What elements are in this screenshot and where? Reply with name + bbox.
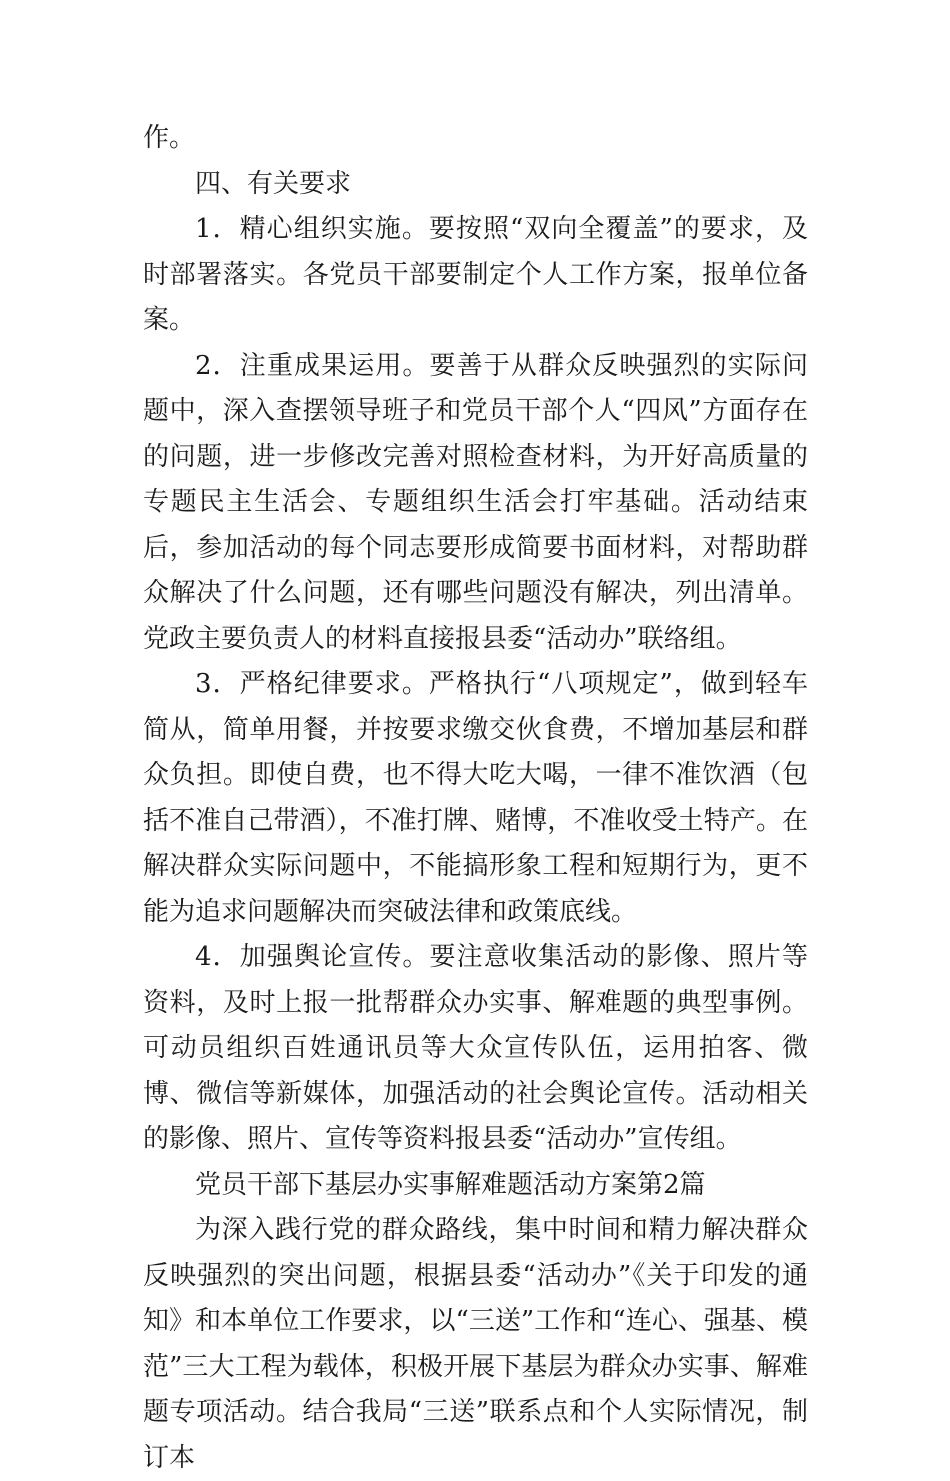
requirement-paragraph-3: 3．严格纪律要求。严格执行“八项规定”，做到轻车简从，简单用餐，并按要求缴交伙食费，不增加基层和群众负担。即使自费，也不得大吃大喝，一律不准饮酒（包括不准自己带酒），不准打牌、赌博，不准收受土特产。在解决群众实际问题中，不能搞形象工程和短期行为，更不能为追求问题解决而突破法律和政策底线。	[143, 669, 808, 927]
section-heading-requirements: 四、有关要求	[195, 168, 352, 199]
article-title-2: 党员干部下基层办实事解难题活动方案第2篇	[195, 1169, 706, 1200]
requirement-paragraph-2: 2．注重成果运用。要善于从群众反映强烈的实际问题中，深入查摆领导班子和党员干部个人“四风”方面存在的问题，进一步修改完善对照检查材料，为开好高质量的专题民主生活会、专题组织生活会打牢基础。活动结束后，参加活动的每个同志要形成简要书面材料，对帮助群众解决了什么问题，还有哪些问题没有解决，列出清单。党政主要负责人的材料直接报县委“活动办”联络组。	[143, 350, 808, 654]
continuation-line: 作。	[143, 123, 196, 153]
document-body	[143, 116, 808, 1481]
intro-paragraph-2: 为深入践行党的群众路线，集中时间和精力解决群众反映强烈的突出问题，根据县委“活动办”《关于印发的通知》和本单位工作要求，以“三送”工作和“连心、强基、模范”三大工程为载体，积极开展下基层为群众办实事、解难题专项活动。结合我局“三送”联系点和个人实际情况，制订本	[143, 1215, 808, 1473]
requirement-paragraph-1: 1．精心组织实施。要按照“双向全覆盖”的要求，及时部署落实。各党员干部要制定个人工作方案，报单位备案。	[143, 214, 808, 335]
requirement-paragraph-4: 4．加强舆论宣传。要注意收集活动的影像、照片等资料，及时上报一批帮群众办实事、解难题的典型事例。可动员组织百姓通讯员等大众宣传队伍，运用拍客、微博、微信等新媒体，加强活动的社会舆论宣传。活动相关的影像、照片、宣传等资料报县委“活动办”宣传组。	[143, 942, 808, 1154]
